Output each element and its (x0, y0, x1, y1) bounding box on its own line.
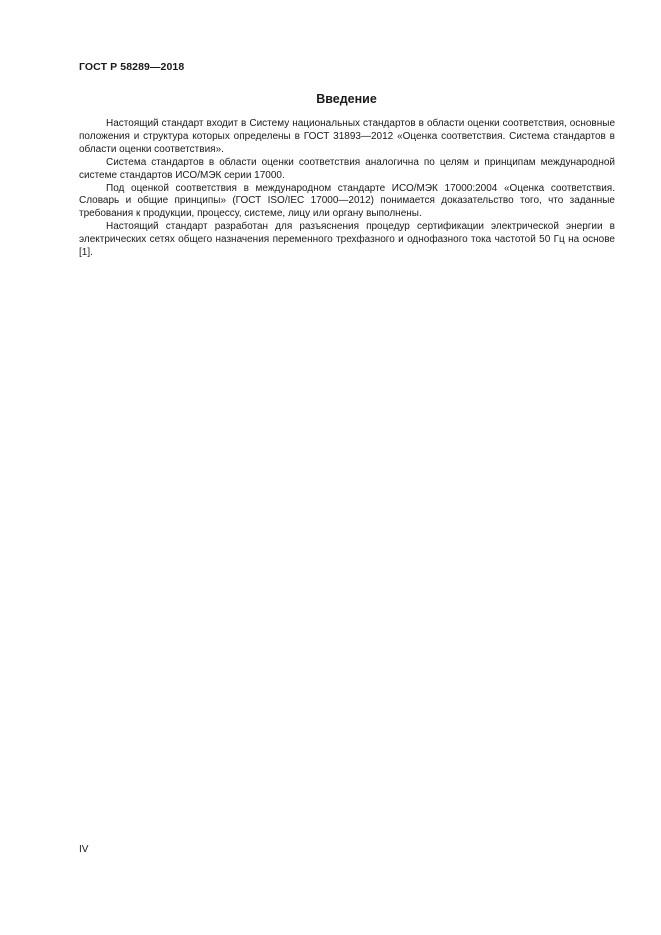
introduction-body (79, 118, 615, 260)
standard-code-header: ГОСТ Р 58289—2018 (79, 61, 185, 73)
paragraph-1: Настоящий стандарт входит в Систему национальных стандартов в области оценки соответствия, основные положения и структура которых определены в ГОСТ 31893—2012 «Оценка соответствия. Система стандартов в области оценки соответствия». (79, 118, 615, 155)
paragraph-3: Под оценкой соответствия в международном стандарте ИСО/МЭК 17000:2004 «Оценка соответствия. Словарь и общие принципы» (ГОСТ ISO/IEC 17000—2012) понимается доказательство того, что заданные требования к продукции, процессу, системе, лицу или органу выполнены. (79, 182, 615, 220)
page-number: IV (79, 844, 89, 855)
paragraph-4: Настоящий стандарт разработан для разъяснения процедур сертификации электрической энергии в электрических сетях общего назначения переменного трехфазного и однофазного тока частотой 50 Гц на основе [1]. (79, 221, 615, 259)
paragraph-2: Система стандартов в области оценки соответствия аналогична по целям и принципам международной системе стандартов ИСО/МЭК серии 17000. (79, 156, 615, 181)
section-title: Введение (316, 92, 377, 106)
